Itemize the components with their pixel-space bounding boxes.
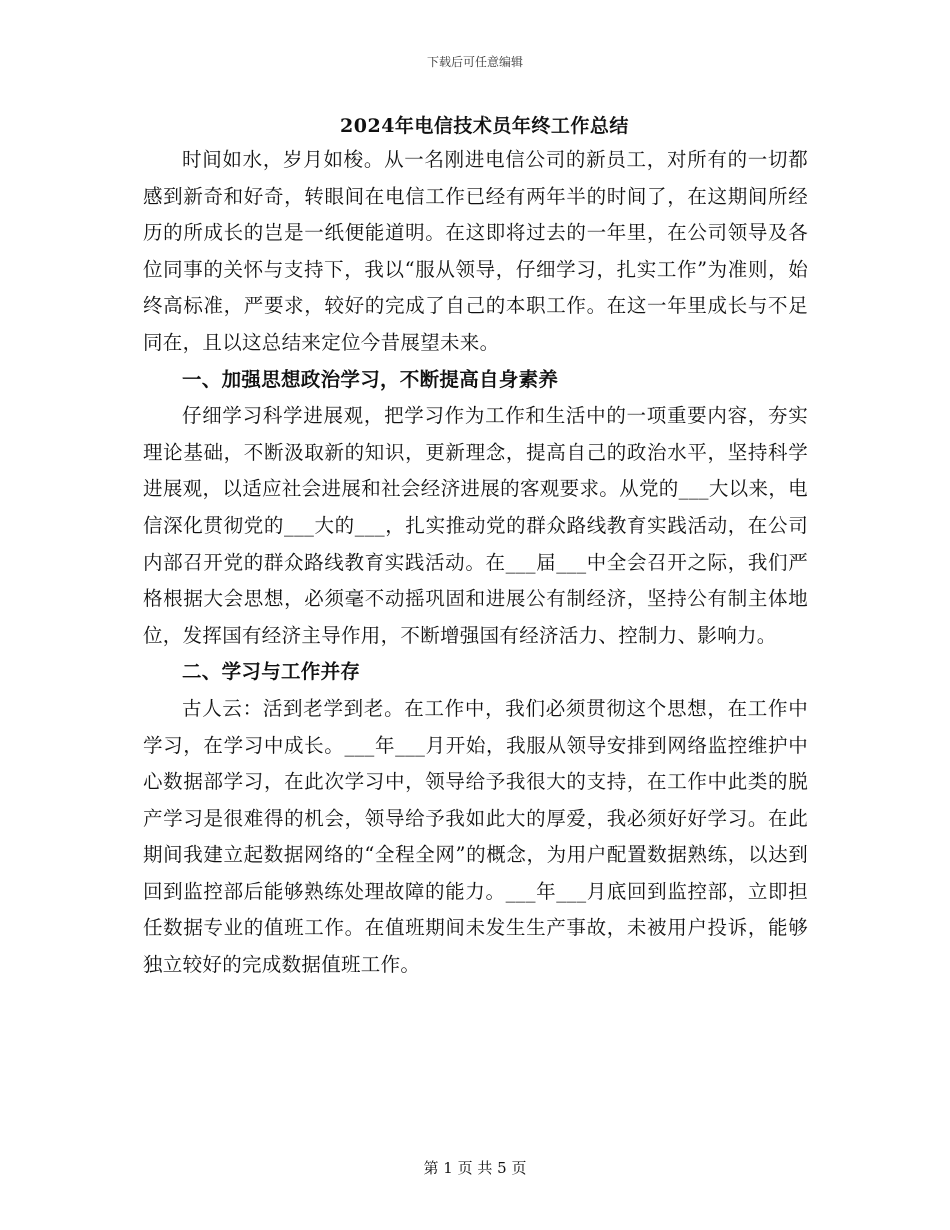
intro-paragraph: 时间如水，岁月如梭。从一名刚进电信公司的新员工，对所有的一切都感到新奇和好奇，转眼间在电信工作已经有两年半的时间了，在这期间所经历的所成长的岂是一纸便能道明。在这即将过去的一年里，在公司领导及各位同事的关怀与支持下，我以“服从领导，仔细学习，扎实工作”为准则，始终高标准，严要求，较好的完成了自己的本职工作。在这一年里成长与不足同在，且以这总结来定位今昔展望未来。 [143,148,808,354]
section-heading-1: 一、加强思想政治学习，不断提高自身素养 [182,367,559,391]
download-edit-note: 下载后可任意编辑 [426,55,523,69]
document-title: 2024年电信技术员年终工作总结 [340,115,629,137]
section-body-2: 古人云：活到老学到老。在工作中，我们必须贯彻这个思想，在工作中学习，在学习中成长。___年___月开始，我服从领导安排到网络监控维护中心数据部学习，在此次学习中，领导给予我很大的支持，在工作中此类的脱产学习是很难得的机会，领导给予我如此大的厚爱，我必须好好学习。在此期间我建立起数据网络的“全程全网”的概念，为用户配置数据熟练，以达到回到监控部后能够熟练处理故障的能力。___年___月底回到监控部，立即担任数据专业的值班工作。在值班期间未发生生产事故，未被用户投诉，能够独立较好的完成数据值班工作。 [143,696,808,977]
document-body [143,110,808,984]
section-body-1: 仔细学习科学进展观，把学习作为工作和生活中的一项重要内容，夯实理论基础，不断汲取新的知识，更新理念，提高自己的政治水平，坚持科学进展观，以适应社会进展和社会经济进展的客观要求。从党的___大以来，电信深化贯彻党的___大的___，扎实推动党的群众路线教育实践活动，在公司内部召开党的群众路线教育实践活动。在___届___中全会召开之际，我们严格根据大会思想，必须毫不动摇巩固和进展公有制经济，坚持公有制主体地位，发挥国有经济主导作用，不断增强国有经济活力、控制力、影响力。 [143,404,808,647]
page-number-footer: 第 1 页 共 5 页 [423,1159,527,1177]
section-heading-2: 二、学习与工作并存 [182,660,361,684]
